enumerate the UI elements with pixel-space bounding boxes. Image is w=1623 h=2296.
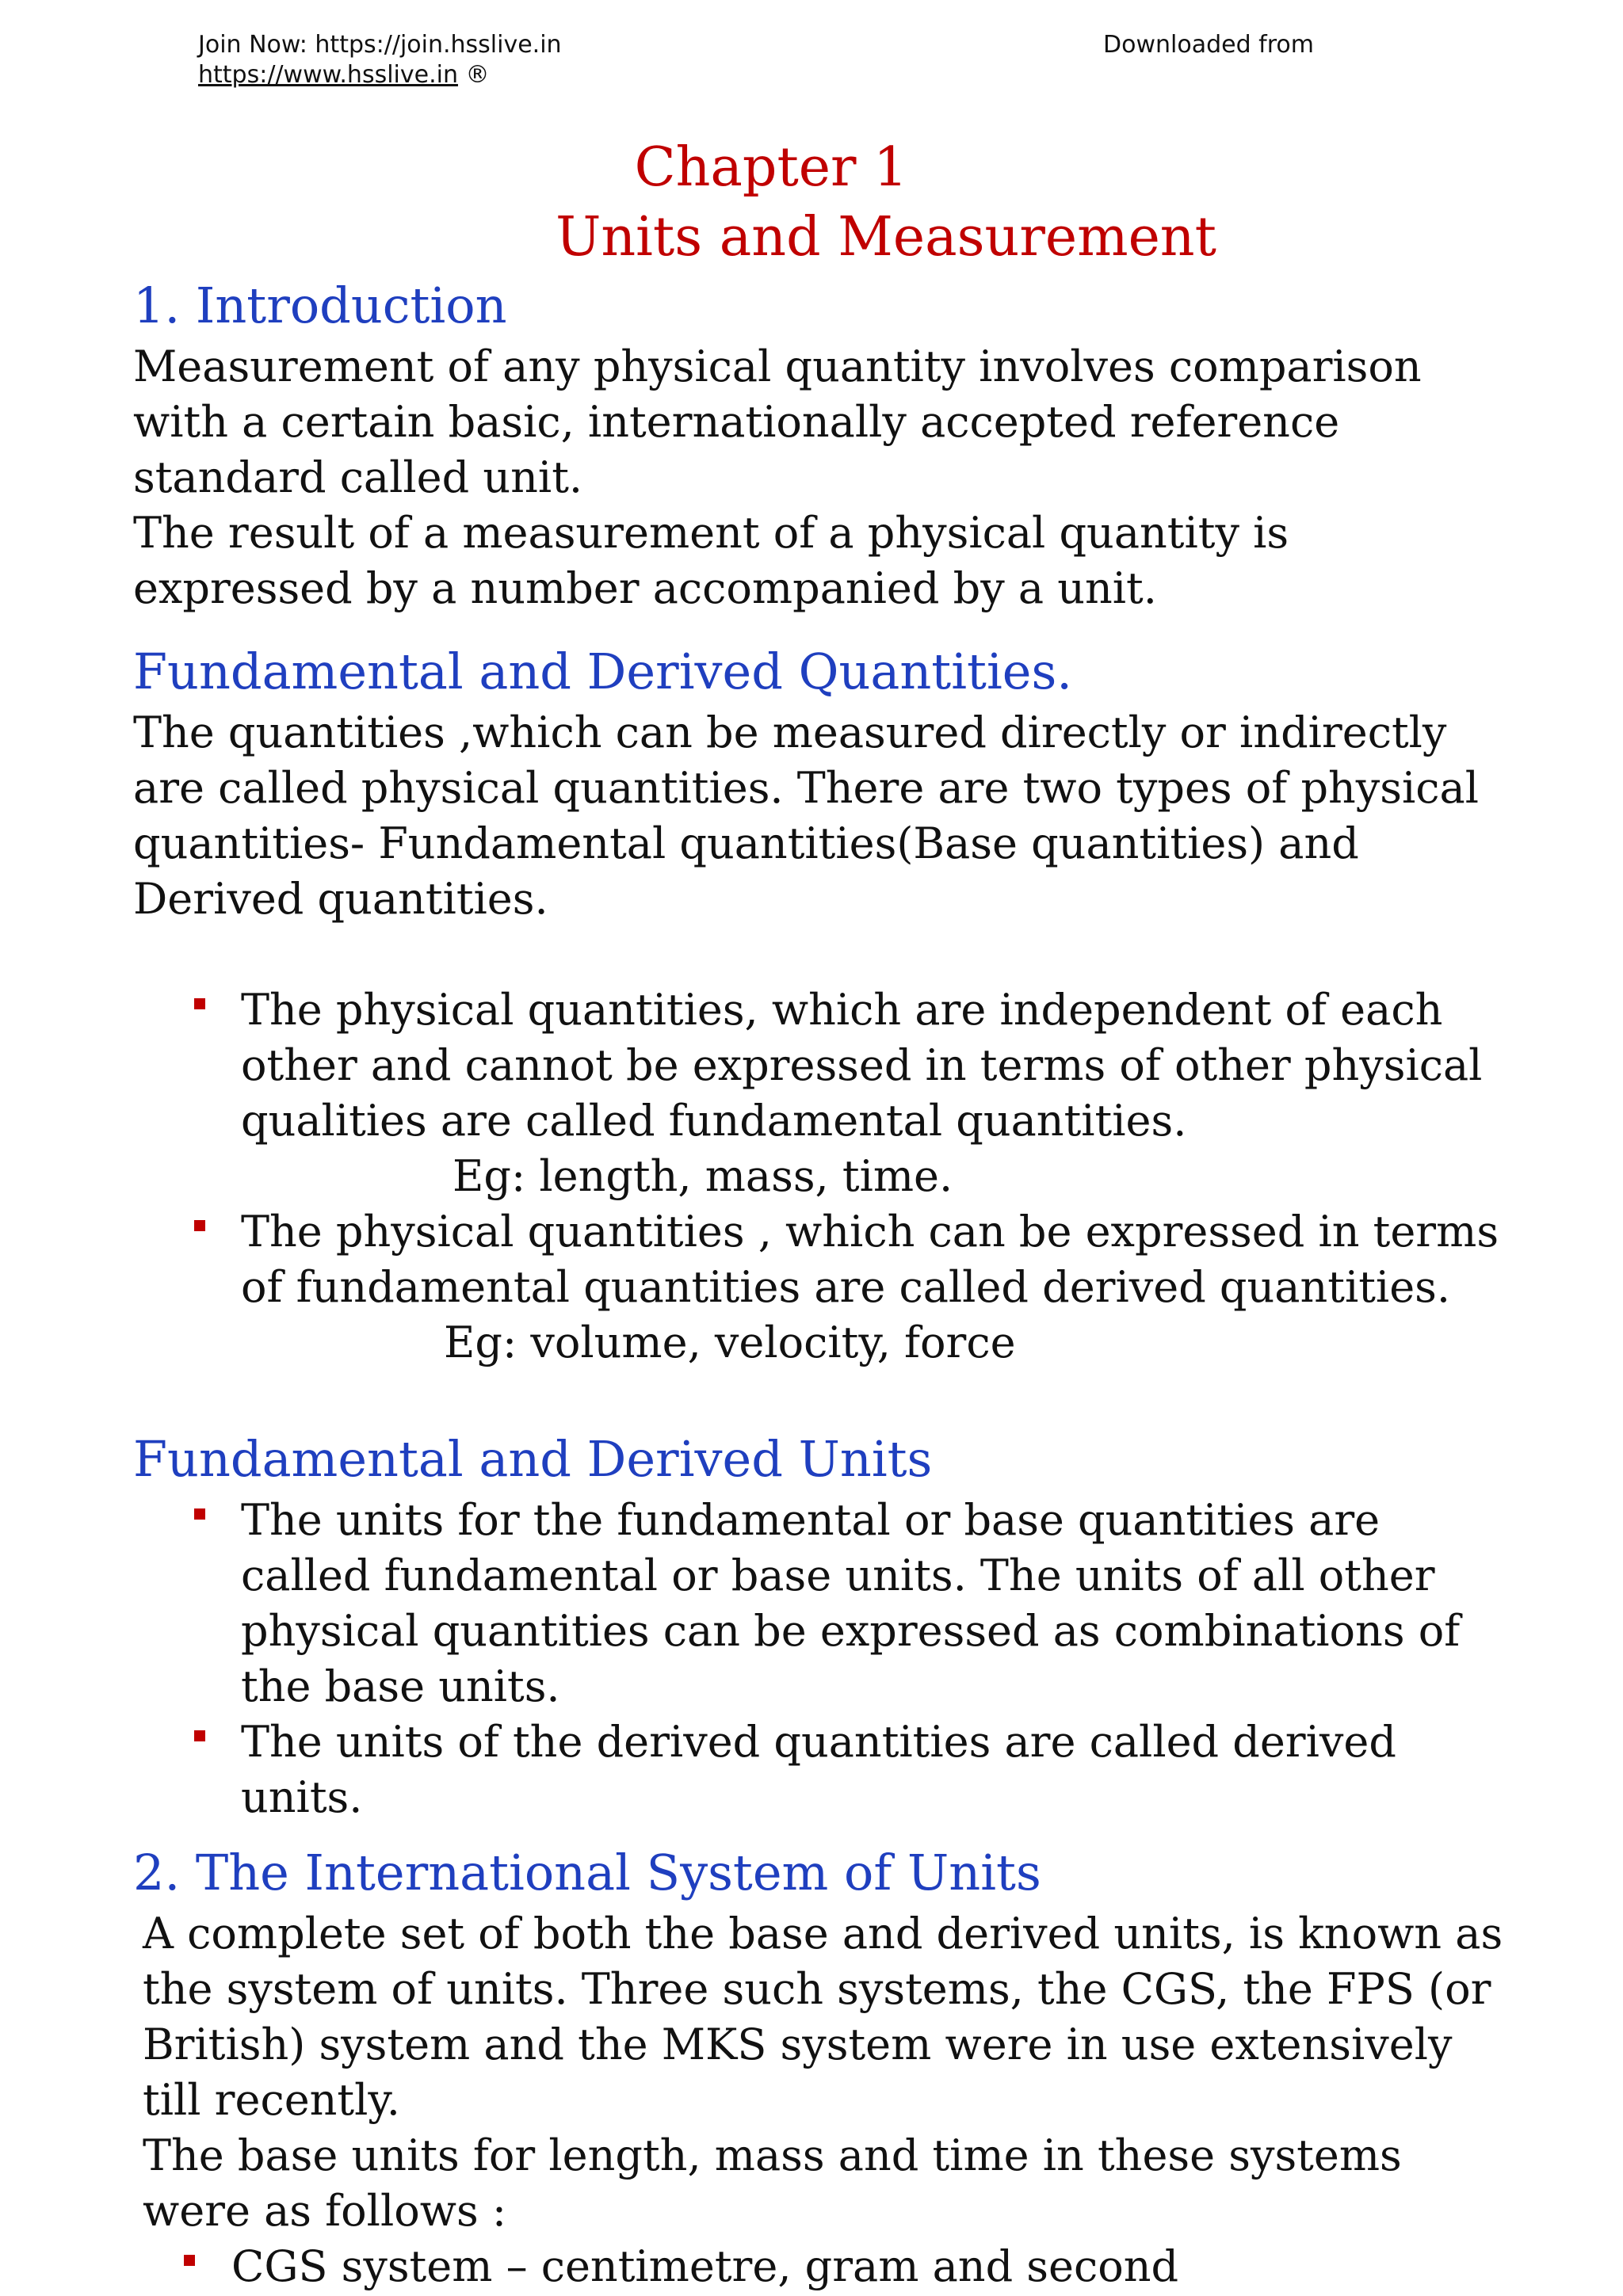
bullet-text-derived-units: The units of the derived quantities are called derived units. — [241, 1717, 1396, 1822]
square-bullet-icon — [194, 1730, 205, 1741]
registered-mark: ® — [457, 61, 490, 89]
bullet-text-cgs: CGS system – centimetre, gram and second — [231, 2241, 1179, 2291]
si-paragraph-1: A complete set of both the base and derived units, is known as the system of units. Three such systems, the CGS, the FPS (or British) system and the MKS system were in use extensively till recently. — [143, 1909, 1503, 2125]
list-item — [241, 982, 1512, 1204]
list-item — [231, 2239, 1512, 2294]
list-item — [241, 1714, 1512, 1825]
quantities-bullet-list — [133, 982, 1512, 1371]
section-heading-introduction: 1. Introduction — [133, 277, 507, 334]
section-heading-si-units: 2. The International System of Units — [133, 1844, 1041, 1901]
document-body — [133, 133, 1512, 2294]
section-heading-units: Fundamental and Derived Units — [133, 1430, 933, 1488]
bullet-text-base-units: The units for the fundamental or base quantities are called fundamental or base units. The units of all other physical quantities can be expressed as combinations of the base units. — [241, 1495, 1461, 1711]
site-link[interactable]: https://www.hsslive.in — [198, 61, 458, 89]
square-bullet-icon — [194, 1508, 205, 1520]
downloaded-from-text: Downloaded from — [1103, 31, 1314, 59]
list-item — [241, 1204, 1512, 1371]
intro-paragraph-2: The result of a measurement of a physical quantity is expressed by a number accompanied by a unit. — [133, 508, 1289, 613]
site-link-line — [198, 60, 562, 90]
header-join-block — [198, 30, 562, 90]
quantities-paragraph: The quantities ,which can be measured directly or indirectly are called physical quantities. There are two types of physical quantities- Fundamental quantities(Base quantities) and Derived quantities. — [133, 707, 1479, 924]
list-item — [241, 1493, 1512, 1714]
square-bullet-icon — [194, 998, 205, 1009]
example-fundamental: Eg: length, mass, time. — [453, 1151, 953, 1201]
bullet-text-fundamental-quantities: The physical quantities, which are independent of each other and cannot be expressed in terms of other physical qualities are called fundamental quantities. — [241, 985, 1483, 1146]
bullet-text-derived-quantities: The physical quantities , which can be expressed in terms of fundamental quantities are called derived quantities. — [241, 1207, 1499, 1312]
si-bullet-list — [133, 2239, 1512, 2294]
intro-paragraph-1: Measurement of any physical quantity involves comparison with a certain basic, internationally accepted reference standard called unit. — [133, 341, 1422, 502]
square-bullet-icon — [184, 2255, 195, 2266]
chapter-title: Units and Measurement — [556, 206, 1216, 269]
join-now-text[interactable]: Join Now: https://join.hsslive.in — [198, 31, 562, 59]
si-paragraph-2: The base units for length, mass and time in these systems were as follows : — [143, 2130, 1402, 2236]
square-bullet-icon — [194, 1220, 205, 1231]
chapter-number: Chapter 1 — [634, 136, 908, 199]
units-bullet-list — [133, 1493, 1512, 1825]
example-derived: Eg: volume, velocity, force — [444, 1318, 1016, 1367]
section-heading-quantities: Fundamental and Derived Quantities. — [133, 643, 1072, 700]
